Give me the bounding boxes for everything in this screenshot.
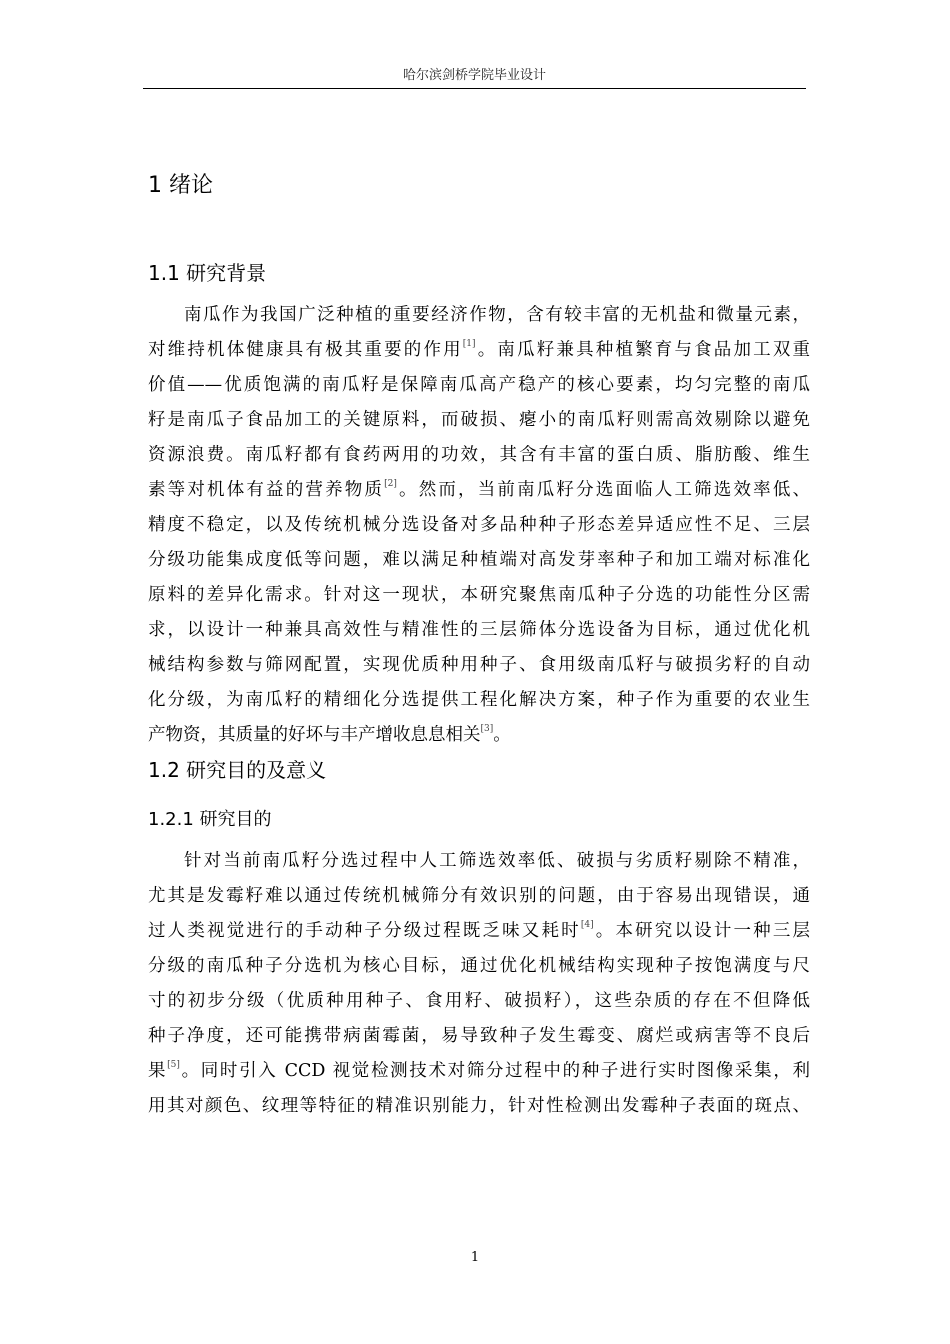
line-text: 产物资，其质量的好坏与丰产增收息息相关 bbox=[148, 725, 481, 745]
citation-reference[interactable]: [5] bbox=[167, 1060, 180, 1070]
line-text: 求，以设计一种兼具高效性与精准性的三层筛体分选设备为目标，通过优化机 bbox=[148, 620, 810, 640]
line-text: 果 bbox=[148, 1061, 168, 1081]
text-line bbox=[148, 333, 810, 368]
text-line bbox=[148, 578, 810, 613]
text-line bbox=[148, 683, 810, 718]
line-text: 。 bbox=[493, 725, 511, 745]
text-line bbox=[148, 648, 810, 683]
citation-reference[interactable]: [2] bbox=[384, 479, 397, 489]
text-line bbox=[148, 438, 810, 473]
section-heading-1-2-1: 1.2.1 研究目的 bbox=[148, 809, 272, 830]
line-text: 资源浪费。南瓜籽都有食药两用的功效，其含有丰富的蛋白质、脂肪酸、维生 bbox=[148, 445, 810, 465]
text-line bbox=[148, 508, 810, 543]
line-text: 寸的初步分级（优质种用种子、食用籽、破损籽），这些杂质的存在不但降低 bbox=[148, 991, 810, 1011]
text-line bbox=[148, 844, 810, 879]
line-text: 械结构参数与筛网配置，实现优质种用种子、食用级南瓜籽与破损劣籽的自动 bbox=[148, 655, 810, 675]
text-line bbox=[148, 1019, 810, 1054]
text-line bbox=[148, 718, 810, 753]
text-line bbox=[148, 613, 810, 648]
line-text: 分级的南瓜种子分选机为核心目标，通过优化机械结构实现种子按饱满度与尺 bbox=[148, 956, 810, 976]
line-text: 种子净度，还可能携带病菌霉菌，易导致种子发生霉变、腐烂或病害等不良后 bbox=[148, 1026, 810, 1046]
line-text: 用其对颜色、纹理等特征的精准识别能力，针对性检测出发霉种子表面的斑点、 bbox=[148, 1096, 810, 1116]
text-line bbox=[148, 368, 810, 403]
text-line bbox=[148, 1089, 810, 1124]
line-text: 精度不稳定，以及传统机械分选设备对多品种种子形态差异适应性不足、三层 bbox=[148, 515, 810, 535]
text-line bbox=[148, 879, 810, 914]
citation-reference[interactable]: [4] bbox=[580, 920, 594, 930]
citation-reference[interactable]: [3] bbox=[480, 724, 494, 734]
text-line bbox=[148, 473, 810, 508]
page-header: 哈尔滨剑桥学院毕业设计 bbox=[402, 68, 546, 83]
line-text: 针对当前南瓜籽分选过程中人工筛选效率低、破损与劣质籽剔除不精准， bbox=[184, 851, 810, 871]
line-text: 原料的差异化需求。针对这一现状，本研究聚焦南瓜种子分选的功能性分区需 bbox=[148, 585, 810, 605]
line-text: 化分级，为南瓜籽的精细化分选提供工程化解决方案，种子作为重要的农业生 bbox=[148, 690, 810, 710]
line-text: 过人类视觉进行的手动种子分级过程既乏味又耗时 bbox=[148, 921, 581, 941]
line-text: 。同时引入 CCD 视觉检测技术对筛分过程中的种子进行实时图像采集，利 bbox=[179, 1061, 810, 1081]
line-text: 尤其是发霉籽难以通过传统机械筛分有效识别的问题，由于容易出现错误，通 bbox=[148, 886, 810, 906]
header-rule bbox=[143, 88, 806, 89]
text-line bbox=[148, 984, 810, 1019]
chapter-title: 1 绪论 bbox=[148, 173, 213, 198]
text-line bbox=[148, 949, 810, 984]
section-heading-1-2: 1.2 研究目的及意义 bbox=[148, 758, 327, 782]
line-text: 素等对机体有益的营养物质 bbox=[148, 480, 385, 500]
text-line bbox=[148, 543, 810, 578]
line-text: 价值——优质饱满的南瓜籽是保障南瓜高产稳产的核心要素，均匀完整的南瓜 bbox=[148, 375, 810, 395]
text-line bbox=[148, 298, 810, 333]
text-line bbox=[148, 403, 810, 438]
citation-reference[interactable]: [1] bbox=[462, 339, 476, 349]
line-text: 对维持机体健康具有极其重要的作用 bbox=[148, 340, 463, 360]
line-text: 分级功能集成度低等问题，难以满足种植端对高发芽率种子和加工端对标准化 bbox=[148, 550, 810, 570]
text-line bbox=[148, 1054, 810, 1089]
page-number: 1 bbox=[470, 1250, 480, 1265]
paragraph-purpose bbox=[148, 844, 810, 1124]
text-line bbox=[148, 914, 810, 949]
line-text: 。南瓜籽兼具种植繁育与食品加工双重 bbox=[475, 340, 810, 360]
paragraph-background bbox=[148, 298, 810, 753]
line-text: 。本研究以设计一种三层 bbox=[593, 921, 810, 941]
line-text: 籽是南瓜子食品加工的关键原料，而破损、瘪小的南瓜籽则需高效剔除以避免 bbox=[148, 410, 810, 430]
line-text: 南瓜作为我国广泛种植的重要经济作物，含有较丰富的无机盐和微量元素， bbox=[184, 305, 810, 325]
line-text: 。然而，当前南瓜籽分选面临人工筛选效率低、 bbox=[396, 480, 810, 500]
section-heading-1-1: 1.1 研究背景 bbox=[148, 261, 267, 285]
